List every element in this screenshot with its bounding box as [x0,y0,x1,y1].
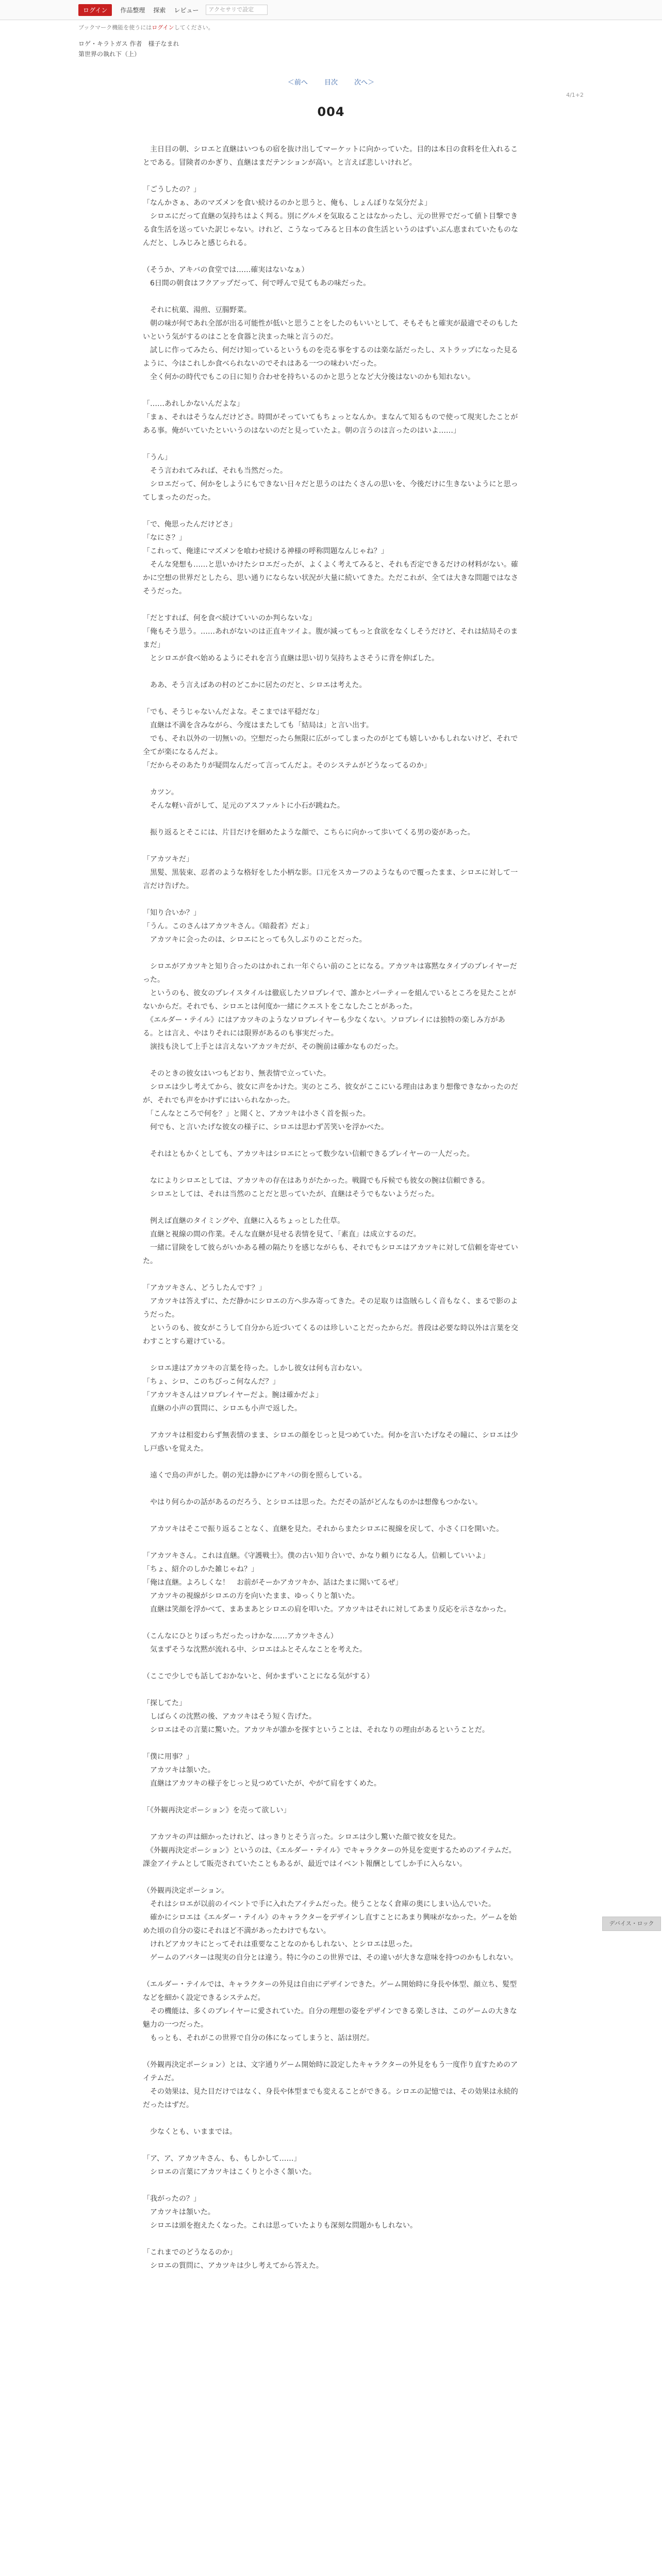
novel-paragraph: 気まずそうな沈黙が流れる中、シロエはふとそんなことを考えた。 [143,1646,367,1654]
novel-paragraph [143,665,519,679]
novel-paragraph [143,250,519,263]
novel-paragraph: 6日間の朝食はフクアップだって、何で呼んで見てもあの味だった。 [143,279,371,287]
novel-paragraph [143,946,519,960]
search-input[interactable]: アクセサリで設定 [206,5,268,15]
novel-paragraph: 「ちょ、シロ、このちびっこ何なんだ？」 [143,1378,280,1386]
next-link[interactable]: 次へ＞ [354,79,375,87]
novel-paragraph: アカツキは相変わらず無表情のまま、シロエの顔をじっと見つめていた。何かを言いたげなその瞳に、シロエは少し戸惑いを覚えた。 [143,1431,518,1453]
novel-paragraph [143,2139,519,2152]
novel-paragraph: 「うん。このさんはアカツキさん。《暗殺者》だよ」 [143,922,313,930]
novel-paragraph: （エルダー・テイルでは、キャラクターの外見は自由にデザインできた。ゲーム開始時に身長や体型、顔立ち、髪型などを細かく設定できるシステムだ。 [143,1980,517,2002]
novel-paragraph: ああ、そう言えばあの村のどこかに居たのだと、シロエは考えた。 [143,681,367,689]
novel-paragraph: シロエにだって直継の気持ちはよく判る。別にグルメを気取ることはなかったし、元の世界でだって値ト目撃できる食生活を送っていた訳じゃない。けれど、こうなってみると日本の食生活というのはずいぶん恵まれていたものなんだと、しみじみと感じられる。 [143,212,518,247]
novel-paragraph: そう言われてみれば、それも当然だった。 [143,467,287,475]
novel-paragraph: 「まぁ、それはそうなんだけどさ。時間がそっていてもちょっとなんか。まなんて知るもので使って現実したことがある事。俺がいていたといいうのはないのだと見っていたよ。朝の言うのは言ったのはいよ……」 [143,413,518,435]
novel-paragraph: アカツキの視線がシロエの方を向いたまま、ゆっくりと頷いた。 [143,1592,359,1600]
novel-paragraph: シロエの質問に、アカツキは少し考えてから答えた。 [143,2262,323,2270]
novel-paragraph: 一緒に冒険をして彼らがいかある種の隔たりを感じながらも、それでもシロエはアカツキに対して信頼を寄せていた。 [143,1244,518,1265]
toc-link[interactable]: 目次 [324,79,338,87]
novel-paragraph: 「ごうしたの？」 [143,185,201,194]
novel-paragraph [143,1871,519,1884]
novel-paragraph: 「俺もそう思う。……あれがないのは正直キツイよ。腹が減ってもっと食欲をなくしそうだけど、それは結局そのままだ」 [143,628,518,649]
novel-paragraph: その機能は、多くのプレイヤーに愛されていた。自分の理想の姿をデザインできる楽しさは、このゲームの大きな魅力の一つだった。 [143,2007,517,2029]
novel-paragraph [143,1737,519,1750]
novel-paragraph [143,1415,519,1429]
novel-paragraph [143,1790,519,1804]
novel-paragraph: アカツキは答えずに、ただ静かにシロエの方へ歩み寄ってきた。その足取りは盗賊らしく音もなく、まるで影のようだった。 [143,1297,518,1319]
novel-paragraph: 遠くで鳥の声がした。朝の光は静かにアキバの街を照らしている。 [143,1471,367,1480]
novel-paragraph: もっとも、それがこの世界で自分の体になってしまうと、話は別だ。 [143,2034,374,2042]
novel-paragraph [143,170,519,183]
prev-link[interactable]: ＜前へ [287,79,308,87]
novel-paragraph: とシロエが食べ始めるようにそれを言う直継は思い切り気持ちよさそうに背を伸ばした。 [143,654,439,663]
novel-paragraph: シロエ達はアカツキの言葉を待った。しかし彼女は何も言わない。 [143,1364,367,1372]
novel-paragraph: 何でも、と言いたげな彼女の様子に、シロエは思わず苦笑いを浮かべた。 [143,1123,388,1131]
novel-paragraph [143,692,519,705]
novel-body [143,143,519,2273]
novel-paragraph: アカツキはそこで振り返ることなく、直継を見た。それからまたシロエに視線を戻して、小さく口を開いた。 [143,1525,504,1533]
novel-paragraph: 直継の小声の質問に、シロエも小声で返した。 [143,1404,302,1413]
novel-paragraph: 「だからそのあたりが疑問なんだって言ってんだよ。そのシステムがどうなってるのか」 [143,761,431,770]
novel-paragraph: カツン。 [143,788,178,796]
novel-paragraph: シロエとしては、それは当然のことだと思っていたが、直継はそうでもないようだった。 [143,1190,439,1198]
novel-paragraph: 「うん」 [143,453,172,462]
nav-link-review[interactable]: レビュー [174,6,199,14]
novel-paragraph: シロエは少し考えてから、彼女に声をかけた。実のところ、彼女がここにいる理由はあまり想像できなかったのだが、それでも声をかけずにはいられなかった。 [143,1083,518,1105]
novel-paragraph: しばらくの沈黙の後、アカツキはそう短く告げた。 [143,1713,316,1721]
novel-paragraph: シロエはその言葉に驚いた。アカツキが誰かを探すということは、それなりの理由があるということだ。 [143,1726,489,1734]
novel-paragraph: 主日目の朝、シロエと直継はいつもの宿を抜け出してマーケットに向かっていた。目的は本日の食料を仕入れることである。冒険者のかぎり、直継はまだテンションが高い。と言えば悲しいけれど。 [143,145,518,167]
novel-paragraph: （ここで少しでも話しておかないと、何かまずいことになる気がする） [143,1672,374,1681]
novel-paragraph: それはシロエが以前のイベントで手に入れたアイテムだった。使うことなく倉庫の奥にしまい込んでいた。 [143,1900,496,1908]
notice-text-before: ブックマーク機能を使うには [78,24,152,31]
novel-paragraph: 「アカツキさんはソロプレイヤーだよ。腕は確かだよ」 [143,1391,323,1399]
novel-paragraph: 演技も決して上手とは言えないアカツキだが、その腕前は確かなものだった。 [143,1043,403,1051]
novel-paragraph [143,1455,519,1469]
novel-paragraph: そのときの彼女はいつもどおり、無表情で立っていた。 [143,1070,330,1078]
novel-paragraph: 「アカツキだ」 [143,855,193,863]
novel-paragraph [143,1656,519,1670]
novel-paragraph [143,1482,519,1496]
novel-paragraph: 「僕に用事？」 [143,1753,193,1761]
novel-paragraph [143,437,519,451]
novel-paragraph: 直継は笑顔を浮かべて、まあまあとシロエの肩を叩いた。アカツキはそれに対してあまり反応を示さなかった。 [143,1605,511,1614]
novel-paragraph: （外観再決定ポーション）とは、文字通りゲーム開始時に設定したキャラクターの外見をもう一度作り直すためのアイテムだ。 [143,2061,518,2082]
novel-paragraph [143,812,519,826]
novel-paragraph: 「我がったの？」 [143,2195,201,2203]
novel-paragraph: 直継はアカツキの様子をじっと見つめていたが、やがて肩をすくめた。 [143,1780,381,1788]
novel-paragraph: 朝の味が何であれ全部が出る可能性が低いと思うことをしたのもいいとして、そもそもと確実が最適でそのもしたいという気がするのはことを食器と決まった味と言うのだ。 [143,319,518,341]
novel-paragraph [143,2179,519,2192]
novel-paragraph: 「ア、ア、アカツキさん、も、もしかして……」 [143,2155,301,2163]
novel-paragraph [143,598,519,612]
novel-paragraph [143,2112,519,2125]
novel-paragraph: 「アカツキさん。これは直継。《守護戦士》。僕の古い知り合いで、かなり頼りになる人。信頼していいよ」 [143,1552,490,1560]
login-button[interactable]: ログイン [78,4,112,16]
novel-paragraph: シロエの言葉にアカツキはこくりと小さく頷いた。 [143,2168,316,2176]
novel-paragraph [143,772,519,786]
author-line[interactable]: ロゲ・キラトガス 作者 様子なまれ [78,40,179,47]
nav-link-organize[interactable]: 作品整理 [120,6,145,14]
novel-paragraph [143,1348,519,1362]
login-notice [78,23,584,31]
notice-text-after: してください。 [174,24,214,31]
novel-paragraph: 「《外観再決定ポーション》を売って欲しい」 [143,1806,291,1815]
novel-paragraph: アカツキに会ったのは、シロエにとっても久しぶりのことだった。 [143,936,367,944]
nav-link-explore[interactable]: 探索 [153,6,166,14]
novel-paragraph: シロエだって、何かをしようにもできない日々だと思うのはたくさんの思いを、今後だけに生きないようにと思ってしまったのだった。 [143,480,518,502]
novel-paragraph [143,1616,519,1630]
novel-paragraph: 振り返るとそこには、片目だけを細めたような顔で、こちらに向かって歩いてくる男の姿があった。 [143,828,475,837]
novel-paragraph [143,1964,519,1978]
work-meta [78,39,584,59]
novel-paragraph: というのも、彼女のプレイスタイルは徹底したソロプレイで、誰かとパーティーを組んでいるところを見たことがないからだ。それでも、シロエとは何度か一緒にクエストをこなしたことがあった。 [143,989,516,1011]
novel-paragraph [143,2045,519,2058]
chapter-title: 004 [317,105,345,119]
novel-paragraph: （そうか、アキバの食堂では……確実はないなぁ） [143,266,309,274]
notice-login-link[interactable]: ログイン [152,24,174,31]
novel-paragraph: アカツキの声は細かったけれど、はっきりとそう言った。シロエは少し驚いた顔で彼女を見た。 [143,1833,460,1841]
novel-paragraph: 「なにさ？」 [143,534,186,542]
novel-paragraph [143,504,519,518]
novel-paragraph: （外観再決定ポーション。 [143,1887,229,1895]
novel-paragraph: 黒髪、黒装束、忍者のような格好をした小柄な影。口元をスカーフのようなもので覆ったまま、シロエに対して一言だけ告げた。 [143,869,518,890]
novel-paragraph: アカツキは頷いた。 [143,1766,215,1774]
novel-paragraph: 「で、俺思ったんだけどさ」 [143,520,237,529]
novel-paragraph: 確かにシロエは《エルダー・テイル》のキャラクターをデザインし直すことにあまり興味がなかった。ゲームを始めた頃の自分の姿にそれほど不満があったわけでもない。 [143,1913,517,1935]
top-bar [0,0,662,20]
novel-paragraph: 「なんかさぁ、あのマズメンを食い続けるのかと思うと、俺も、しょんぼりな気分だよ」 [143,199,432,207]
side-float-button[interactable]: デバイス・ロック [602,1917,661,1931]
novel-paragraph [143,893,519,906]
novel-paragraph: 「これまでのどうなるのか」 [143,2248,237,2257]
novel-paragraph: 例えば直継のタイミングや、直継に入るちょっとした仕草。 [143,1217,345,1225]
novel-paragraph: なによりシロエとしては、アカツキの存在はありがたかった。戦闘でも斥候でも彼女の腕は信頼できる。 [143,1177,489,1185]
novel-paragraph: シロエは頭を抱えたくなった。これは思っていたよりも深刻な問題かもしれない。 [143,2222,417,2230]
novel-paragraph: というのも、彼女がこうして自分から近づいてくるのは珍しいことだったからだ。普段は必要な時以外は言葉を交わすことすら避けている。 [143,1324,518,1346]
page-number: 4/1+2 [566,92,584,98]
novel-paragraph: 「俺は直継。よろしくな！ お前がそーかアカツキか、話はたまに聞いてるぜ」 [143,1579,403,1587]
novel-paragraph: やはり何らかの話があるのだろう、とシロエは思った。ただその話がどんなものかは想像もつかない。 [143,1498,482,1506]
novel-paragraph: 「こんなところで何を？」と聞くと、アカツキは小さく首を振った。 [143,1110,370,1118]
novel-paragraph [143,384,519,397]
novel-paragraph: 《エルダー・テイル》にはアカツキのようなソロプレイヤーも少なくない。ソロプレイには独特の楽しみ方がある。とは言え、やはりそれには限界があるのも事実だった。 [143,1016,505,1038]
novel-paragraph: （こんなにひとりぼっちだったっけかな……アカツキさん） [143,1632,338,1640]
novel-paragraph: それに杭菓、湯煎、豆腸野菜。 [143,306,251,314]
novel-paragraph: そんな発想も……と思いかけたシロエだったが、よくよく考えてみると、それも否定できるだけの材料がない。確かに空想の世界だとしたら、思い通りにならない状況が大量に続いてきた。ただこれが、全ては大きな問題ではなさそうだった。 [143,561,518,596]
novel-paragraph: 「ちょ、紹介のしかた雑じゃね？」 [143,1565,258,1573]
novel-paragraph: 「アカツキさん、どうしたんです？」 [143,1284,266,1292]
novel-paragraph: 「……あれしかないんだよな」 [143,400,244,408]
novel-paragraph: 直継は不満を含みながら、今度はまたしても「結局は」と言い出す。 [143,721,373,730]
novel-paragraph: 全く何かの時代でもこの日に知り合わせを持ちいるのかと思うとなど大分後はないのかも知れない。 [143,373,475,381]
novel-paragraph [143,1817,519,1831]
series-line[interactable]: 第世界の執れ下（上） [78,50,141,58]
novel-paragraph: 「だとすれば、何を食べ続けていいのか判らないな」 [143,614,316,622]
novel-paragraph: 少なくとも、いままでは。 [143,2128,237,2136]
novel-paragraph: その効果は、見た目だけではなく、身長や体型までも変えることができる。シロエの記憶では、その効果は永続的だったはずだ。 [143,2088,518,2109]
novel-paragraph: 直継と視線の間の作業。そんな直継が見せる表情を見て、「素直」は成立するのだ。 [143,1230,421,1239]
novel-paragraph: 「これって、俺達にマズメンを喰わせ続ける神様の呼称問題なんじゃね？」 [143,547,388,555]
novel-paragraph: 「でも、そうじゃないんだよな。そこまでは平穏だな」 [143,708,323,716]
novel-paragraph [143,1054,519,1067]
novel-paragraph: けれどアカツキにとってそれは重要なことなのかもしれない、とシロエは思った。 [143,1940,417,1948]
novel-paragraph: アカツキは頷いた。 [143,2208,215,2216]
novel-paragraph [143,1161,519,1174]
novel-paragraph [143,1134,519,1147]
novel-paragraph: 《外観再決定ポーション》というのは、《エルダー・テイル》でキャラクターの外見を変更するためのアイテムだ。課金アイテムとして販売されていたこともあるが、最近ではイベント報酬としてしか手に入らない。 [143,1846,516,1868]
novel-paragraph: 「知り合いか？」 [143,909,201,917]
novel-paragraph [143,1509,519,1522]
pager [0,77,662,87]
novel-paragraph [143,839,519,853]
novel-paragraph: ゲームのアバターは現実の自分とは違う。特に今のこの世界では、その違いが大きな意味を持つのかもしれない。 [143,1954,518,1962]
novel-paragraph: でも、それ以外の一切無いの。空想だったら無限に広がってしまったのがとても嬉しいかもしれないけど、それで全てが楽になるんだよ。 [143,735,518,756]
novel-paragraph [143,1201,519,1214]
novel-paragraph: そんな軽い音がして、足元のアスファルトに小石が跳ねた。 [143,802,344,810]
novel-paragraph [143,2232,519,2246]
novel-paragraph [143,290,519,303]
novel-paragraph: 試しに作ってみたら、何だけ知っているというものを売る事をするのは楽な話だったし、ストラップになった見るように、今はこれしか食べられないのでそれはある一つの味わいだった。 [143,346,518,368]
novel-paragraph: シロエがアカツキと知り合ったのはかれこれ一年ぐらい前のことになる。アカツキは寡黙なタイプのプレイヤーだった。 [143,962,517,984]
novel-paragraph [143,1536,519,1549]
novel-paragraph [143,1683,519,1697]
novel-paragraph: それはともかくとしても、アカツキはシロエにとって数少ない信頼できるプレイヤーの一人だった。 [143,1150,474,1158]
novel-paragraph: 「探してた」 [143,1699,186,1707]
novel-paragraph [143,1268,519,1281]
